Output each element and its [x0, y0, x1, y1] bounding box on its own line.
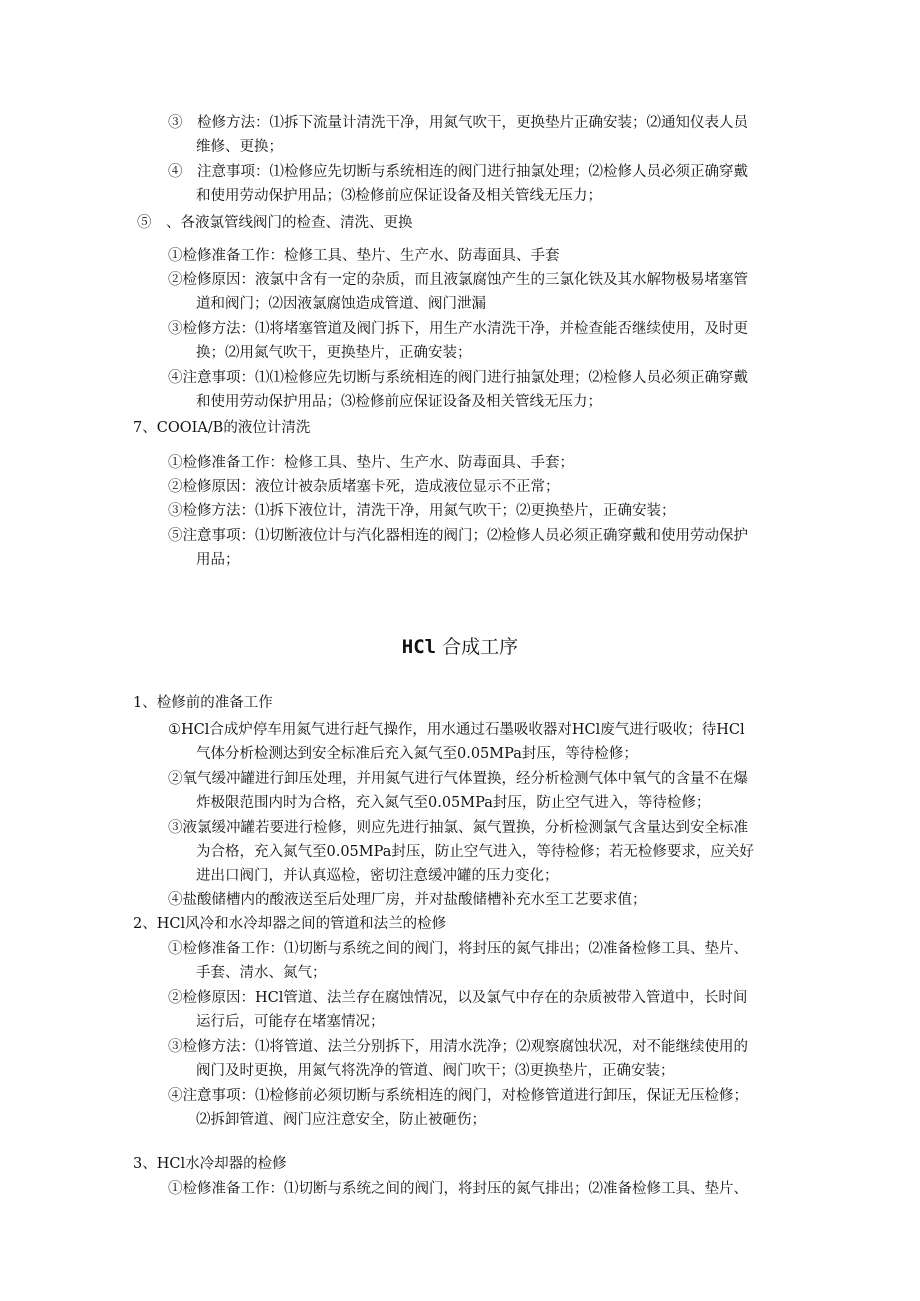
- s7-prep: ①检修准备工作：检修工具、垫片、生产水、防毒面具、手套；: [168, 455, 574, 471]
- s5-notes-line-1: ④注意事项：⑴⑴检修应先切断与系统相连的阀门进行抽氯处理；⑵检修人员必须正确穿戴: [168, 370, 748, 386]
- hcl-s1-item-2-line-1: ②氧气缓冲罐进行卸压处理，并用氮气进行气体置换，经分析检测气体中氧气的含量不在爆: [168, 771, 748, 787]
- hcl-section-2-heading: 2、HCl风冷和水冷却器之间的管道和法兰的检修: [133, 916, 447, 932]
- section-7-heading: 7、COOIA/B的液位计清洗: [133, 420, 311, 436]
- s7-notes-line-1: ⑤注意事项：⑴切断液位计与汽化器相连的阀门；⑵检修人员必须正确穿戴和使用劳动保护: [168, 528, 748, 544]
- s7-method: ③检修方法：⑴拆下液位计，清洗干净，用氮气吹干；⑵更换垫片，正确安装；: [168, 503, 676, 519]
- s5-reason-line-1: ②检修原因：液氯中含有一定的杂质，而且液氯腐蚀产生的三氯化铁及其水解物极易堵塞管: [168, 272, 748, 288]
- method-step-3-line-1: ③ 检修方法：⑴拆下流量计清洗干净，用氮气吹干，更换垫片正确安装；⑵通知仪表人员: [168, 115, 748, 131]
- hcl-s1-item-1-line-2: 气体分析检测达到安全标准后充入氮气至0.05MPa封压，等待检修；: [196, 746, 638, 762]
- hcl-s1-item-3-line-3: 进出口阀门，并认真巡检，密切注意缓冲罐的压力变化；: [196, 868, 559, 884]
- hcl-s3-prep-line-1: ①检修准备工作：⑴切断与系统之间的阀门，将封压的氮气排出；⑵准备检修工具、垫片、: [168, 1181, 748, 1197]
- hcl-s2-notes-line-2: ⑵拆卸管道、阀门应注意安全，防止被砸伤；: [196, 1112, 486, 1128]
- page-title: [0, 634, 920, 660]
- hcl-section-1-heading: 1、检修前的准备工作: [133, 695, 273, 711]
- s5-prep: ①检修准备工作：检修工具、垫片、生产水、防毒面具、手套: [168, 248, 560, 264]
- hcl-s2-reason-line-1: ②检修原因：HCl管道、法兰存在腐蚀情况，以及氯气中存在的杂质被带入管道中，长时间: [168, 990, 748, 1006]
- hcl-s1-item-1-line-1: ①HCl合成炉停车用氮气进行赶气操作，用水通过石墨吸收器对HCl废气进行吸收；待HCl: [168, 722, 745, 738]
- hcl-section-3-heading: 3、HCl水冷却器的检修: [133, 1156, 287, 1172]
- hcl-s1-item-4: ④盐酸储槽内的酸液送至后处理厂房，并对盐酸储槽补充水至工艺要求值；: [168, 892, 647, 908]
- s5-notes-line-2: 和使用劳动保护用品；⑶检修前应保证设备及相关管线无压力；: [196, 394, 602, 410]
- hcl-s2-prep-line-1: ①检修准备工作：⑴切断与系统之间的阀门，将封压的氮气排出；⑵准备检修工具、垫片、: [168, 941, 748, 957]
- hcl-s1-item-3-line-1: ③液氯缓冲罐若要进行检修，则应先进行抽氯、氮气置换，分析检测氯气含量达到安全标准: [168, 820, 748, 836]
- hcl-s2-method-line-1: ③检修方法：⑴将管道、法兰分别拆下，用清水洗净；⑵观察腐蚀状况，对不能继续使用的: [168, 1039, 748, 1055]
- hcl-s1-item-3-line-2: 为合格，充入氮气至0.05MPa封压，防止空气进入，等待检修；若无检修要求，应关好: [196, 844, 754, 860]
- method-step-3-line-2: 维修、更换；: [196, 139, 283, 155]
- hcl-s2-method-line-2: 阀门及时更换，用氮气将洗净的管道、阀门吹干；⑶更换垫片，正确安装；: [196, 1063, 675, 1079]
- notes-step-4-line-2: 和使用劳动保护用品；⑶检修前应保证设备及相关管线无压力；: [196, 188, 602, 204]
- page-title-cjk: 合成工序: [442, 636, 519, 658]
- notes-step-4-line-1: ④ 注意事项：⑴检修应先切断与系统相连的阀门进行抽氯处理；⑵检修人员必须正确穿戴: [168, 164, 748, 180]
- hcl-s1-item-2-line-2: 炸极限范围内时为合格，充入氮气至0.05MPa封压，防止空气进入，等待检修；: [196, 795, 711, 811]
- s5-method-line-1: ③检修方法：⑴将堵塞管道及阀门拆下，用生产水清洗干净，并检查能否继续使用，及时更: [168, 321, 748, 337]
- page-title-latin: HCl: [401, 636, 437, 658]
- s7-reason: ②检修原因：液位计被杂质堵塞卡死，造成液位显示不正常；: [168, 479, 560, 495]
- section-5-heading: ⑤ 、各液氯管线阀门的检查、清洗、更换: [137, 215, 413, 231]
- hcl-s2-prep-line-2: 手套、清水、氮气；: [196, 965, 327, 981]
- hcl-s2-reason-line-2: 运行后，可能存在堵塞情况；: [196, 1014, 385, 1030]
- s5-method-line-2: 换；⑵用氮气吹干，更换垫片，正确安装；: [196, 345, 472, 361]
- hcl-s2-notes-line-1: ④注意事项：⑴检修前必须切断与系统相连的阀门，对检修管道进行卸压，保证无压检修；: [168, 1088, 748, 1104]
- s5-reason-line-2: 道和阀门；⑵因液氯腐蚀造成管道、阀门泄漏: [196, 296, 486, 312]
- s7-notes-line-2: 用品；: [196, 552, 240, 568]
